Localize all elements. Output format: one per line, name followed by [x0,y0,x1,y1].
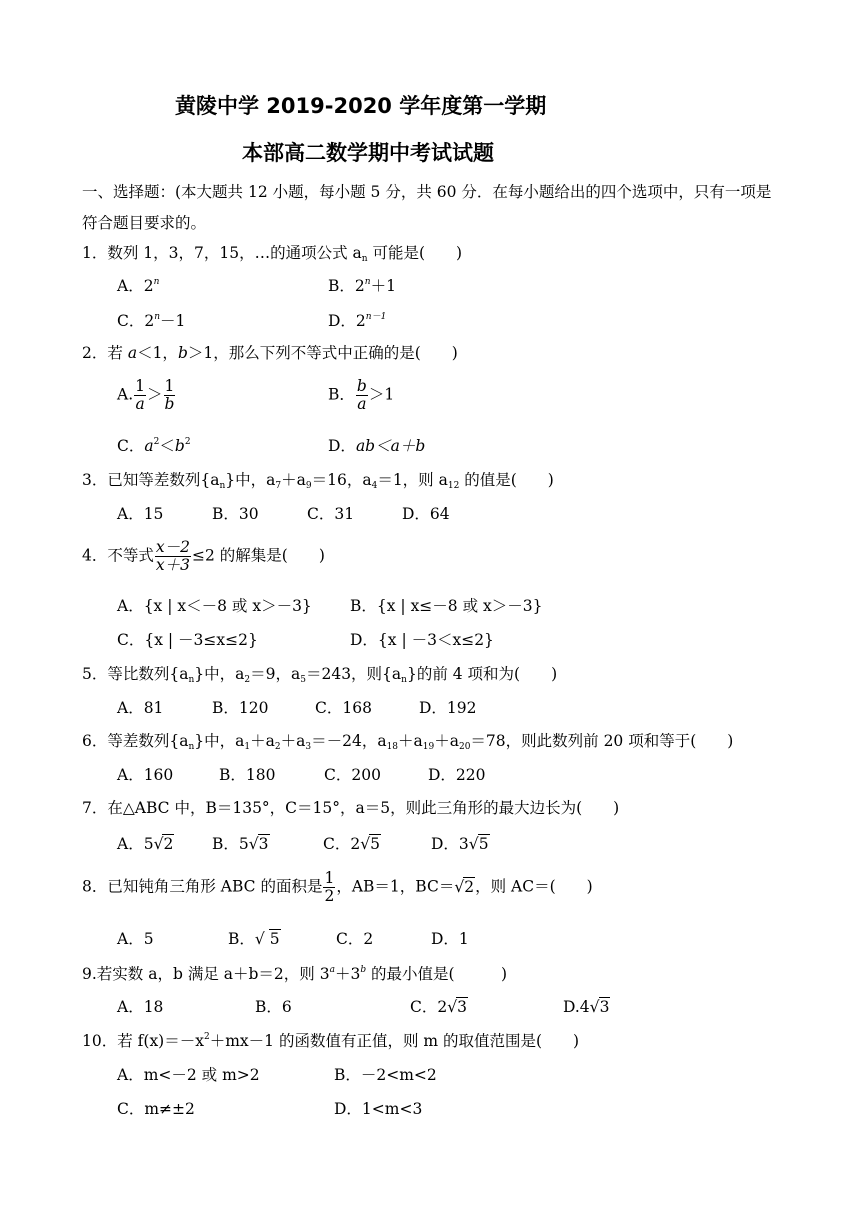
q9-pre: 若实数 a，b 满足 a＋b＝2，则 3 [96,965,330,983]
q9-number: 9. [82,965,97,983]
q7-b-pre: B．5 [212,835,249,853]
q6-option-b[interactable]: B．180 [219,766,276,784]
q2-b-frac [356,378,368,413]
q2-a-den2: b [164,395,175,413]
question-3 [82,470,554,490]
question-4 [82,539,325,574]
q2-d-label: D． [328,437,356,455]
q8-b-sqrt: √ 5 [254,930,280,948]
q1-number: 1． [82,244,108,262]
q2-a-label: A. [117,385,134,404]
q6-option-c[interactable]: C．200 [324,766,381,784]
q5-eq9: ＝9，a [250,665,301,683]
q2-stem-a: 若 [107,344,128,362]
q4-option-d[interactable]: D．{x | －3＜x≤2} [350,631,494,649]
section-heading: 一、选择题：(本大题共 12 小题，每小题 5 分，共 60 分．在每小题给出的四个选项中，只有一项是 [82,183,772,201]
q1-stem: 数列 1，3，7，15，…的通项公式 a [107,244,362,262]
question-1 [82,243,462,263]
q6-option-a[interactable]: A．160 [117,766,174,784]
q2-b-label: B． [328,385,355,404]
q9-option-c[interactable] [410,997,468,1017]
q7-option-b[interactable] [212,834,270,854]
q8-frac-den: 2 [324,887,335,905]
q5-sub-n2: n [401,675,407,685]
q1-option-a[interactable] [117,276,159,296]
q1-b-tail: ＋1 [370,277,396,295]
q8-rad: 2 [464,877,475,896]
question-8 [82,870,593,905]
q7-d-rad: 5 [478,835,489,853]
q2-d-text: ab＜a＋b [355,437,426,455]
q4-number: 4． [82,546,108,565]
q2-option-a[interactable] [117,378,176,413]
q3-option-b[interactable]: B．30 [212,505,259,523]
q9-c-pre: C．2 [410,998,448,1016]
q2-a-gt: ＞ [147,385,163,404]
q7-c-pre: C．2 [323,835,361,853]
q8-b-rad: 5 [269,930,280,948]
q4-numerator: x－2 [155,538,190,556]
q3-sub-9: 9 [305,481,312,491]
q1-c-tail: －1 [160,312,186,330]
q8-option-a[interactable]: A．5 [117,930,154,948]
q3-stem: 已知等差数列{a [107,471,220,489]
q7-stem: 在△ABC 中，B＝135°，C＝15°，a＝5，则此三角形的最大边长为( ) [107,799,620,817]
q2-option-d[interactable] [328,436,425,456]
q10-option-b[interactable]: B．－2<m<2 [334,1066,437,1084]
q7-d-sqrt: √5 [468,835,489,853]
q9-d-rad: 3 [599,998,610,1016]
q2-c-label: C． [117,437,145,455]
q6-sub-2: 2 [274,742,281,752]
q3-number: 3． [82,471,108,489]
q3-option-a[interactable]: A．15 [117,505,164,523]
q2-b-num: b [356,377,367,395]
q6-mid: }中，a [194,732,245,750]
q1-option-c[interactable] [117,311,185,331]
section-heading-cont: 符合题目要求的。 [82,214,207,232]
q3-eq1: ＝1，则 a [377,471,448,489]
q7-b-rad: 3 [258,835,269,853]
q7-c-sqrt: √5 [360,835,380,853]
q1-a-sup: n [153,277,160,287]
q5-sub-n: n [188,675,195,685]
exam-title-line2: 本部高二数学期中考试试题 [242,141,494,165]
question-2 [82,343,458,363]
q7-a-pre: A．5 [117,835,154,853]
q9-c-rad: 3 [457,998,467,1016]
exam-title-line1: 黄陵中学 2019-2020 学年度第一学期 [175,94,547,118]
q5-option-d[interactable]: D．192 [419,699,477,717]
q2-a-frac2 [164,378,176,413]
q2-a-num2: 1 [164,377,175,395]
q8-frac-num: 1 [324,869,335,887]
q4-tail: ≤2 的解集是( ) [192,546,325,565]
q2-a-den1: a [135,395,145,413]
q5-sub-2: 2 [244,675,251,685]
q9-option-d[interactable] [563,997,610,1017]
q4-fraction [155,539,191,574]
q1-d-sup: n－1 [365,312,387,322]
q9-option-a[interactable]: A．18 [117,998,164,1016]
q3-option-c[interactable]: C．31 [307,505,355,523]
q3-stem2: }中，a [225,471,276,489]
q9-c-sqrt: √3 [447,998,467,1016]
q7-option-a[interactable] [117,834,174,854]
q6-number: 6． [82,732,108,750]
q2-b-den: a [357,395,367,413]
q10-pre: 若 f(x)＝－x [117,1032,204,1050]
q6-sub-20: 20 [458,742,471,752]
q4-option-c[interactable]: C．{x | －3≤x≤2} [117,631,258,649]
q2-c-b: b [174,437,185,455]
question-7 [82,798,619,818]
q8-pre: 已知钝角三角形 ABC 的面积是 [107,877,323,896]
q6-p1: ＋a [250,732,275,750]
question-10 [82,1031,579,1051]
q5-option-c[interactable]: C．168 [315,699,372,717]
q6-sub-18: 18 [386,742,399,752]
q8-mid: ，AB＝1，BC＝ [336,877,455,896]
q1-d-text: D．2 [328,312,366,330]
q3-sub-n: n [219,481,226,491]
q2-var-b: b [177,344,188,362]
q7-a-sqrt: √2 [153,835,174,853]
q3-eq16: ＝16，a [311,471,372,489]
q9-option-b[interactable]: B．6 [255,998,292,1016]
q10-option-a[interactable]: A．m<－2 或 m>2 [117,1066,260,1084]
q1-option-d[interactable] [328,311,386,331]
q9-sup-b: b [360,965,367,975]
q9-sup-a: a [329,965,335,975]
q7-option-d[interactable] [431,834,490,854]
q7-d-pre: D．3 [431,835,469,853]
q5-option-a[interactable]: A．81 [117,699,164,717]
q3-option-d[interactable]: D．64 [402,505,450,523]
q9-tail: 的最小值是( ) [366,965,508,983]
q2-number: 2． [82,344,108,362]
q7-c-rad: 5 [370,835,380,853]
q2-var-a: a [127,344,138,362]
q10-option-d[interactable]: D．1<m<3 [334,1100,423,1118]
q1-tail: 可能是( ) [367,244,463,262]
q2-c-a: a [144,437,154,455]
q6-p3: ＋a [398,732,423,750]
q7-option-c[interactable] [323,834,381,854]
q6-stem: 等差数列{a [107,732,189,750]
q5-number: 5． [82,665,108,683]
q2-c-sup2: 2 [184,437,191,447]
q1-b-sup: n [364,277,371,287]
q4-option-a[interactable]: A．{x | x＜－8 或 x＞－3} [117,597,312,615]
q3-sub-7: 7 [275,481,282,491]
q6-sub-19: 19 [422,742,435,752]
q2-a-num1: 1 [135,377,145,395]
question-6 [82,731,733,751]
q7-b-sqrt: √3 [248,835,269,853]
q5-mid: }中，a [194,665,245,683]
q4-denominator: x＋3 [155,556,190,574]
q1-option-b[interactable] [328,276,396,296]
q3-sub-4: 4 [371,481,378,491]
q8-fraction [323,870,335,905]
q9-d-pre: D.4 [563,998,590,1016]
q2-b-tail: ＞1 [368,385,395,404]
q3-plus: ＋a [281,471,306,489]
q7-number: 7． [82,799,108,817]
q2-stem-c: ＞1，那么下列不等式中正确的是( ) [187,344,458,362]
q10-option-c[interactable]: C．m≠±2 [117,1100,195,1118]
q5-option-b[interactable]: B．120 [212,699,269,717]
q6-tail: ＝78，则此数列前 20 项和等于( ) [470,732,734,750]
q9-mid: ＋3 [334,965,361,983]
q2-c-lt: ＜ [159,437,175,455]
q10-number: 10． [82,1032,118,1050]
q4-option-b[interactable]: B．{x | x≤－8 或 x＞－3} [350,597,543,615]
q8-option-c[interactable]: C．2 [336,930,374,948]
q8-number: 8． [82,877,108,896]
q5-eq243: ＝243，则{a [305,665,402,683]
q1-c-text: C．2 [117,312,155,330]
q4-pre: 不等式 [107,546,154,565]
q6-sub-1: 1 [244,742,251,752]
q8-option-d[interactable]: D．1 [431,930,469,948]
q10-tail: ＋mx－1 的函数值有正值，则 m 的取值范围是( ) [209,1032,580,1050]
q8-tail: ，则 AC＝( ) [475,877,593,896]
q2-stem-b: ＜1， [137,344,178,362]
q8-b-pre: B． [228,930,255,948]
q1-c-sup: n [154,312,161,322]
q6-e1: ＝－24，a [311,732,387,750]
q1-sub: n [361,254,368,264]
q6-option-d[interactable]: D．220 [428,766,486,784]
q2-option-b[interactable] [328,378,394,413]
q5-tail: }的前 4 项和为( ) [406,665,558,683]
q8-option-b[interactable] [228,929,281,949]
q9-d-sqrt: √3 [589,998,610,1016]
q6-p4: ＋a [434,732,459,750]
q10-sup: 2 [203,1032,210,1042]
q6-sub-3: 3 [305,742,312,752]
q1-b-text: B．2 [328,277,365,295]
q6-p2: ＋a [280,732,306,750]
question-9 [82,964,507,984]
q1-a-text: A．2 [117,277,154,295]
q5-stem: 等比数列{a [107,665,189,683]
q5-sub-5: 5 [300,675,306,685]
question-5 [82,664,557,684]
q2-option-c[interactable] [117,436,191,456]
q7-a-rad: 2 [163,835,174,853]
q3-tail: 的值是( ) [459,471,554,489]
q8-sqrt: √2 [454,877,475,896]
q2-c-sup1: 2 [153,437,160,447]
q2-a-frac1 [134,378,146,413]
q6-sub-n: n [188,742,195,752]
q3-sub-12: 12 [447,481,460,491]
